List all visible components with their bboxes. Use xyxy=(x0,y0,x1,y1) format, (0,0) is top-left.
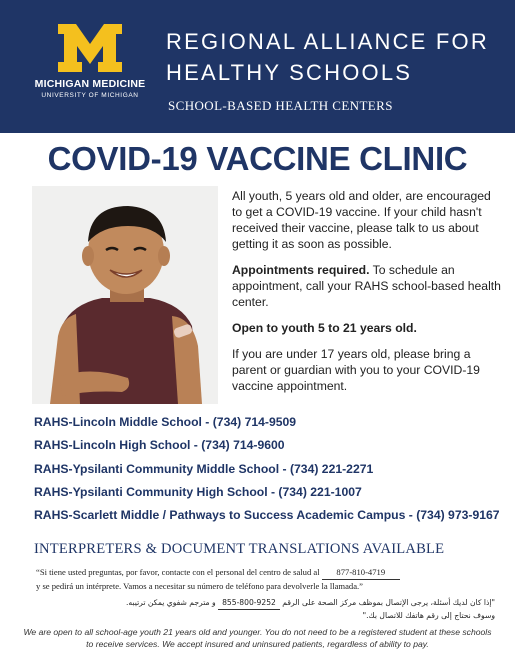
spanish-line-1: “Si tiene usted preguntas, por favor, contacte con el personal del centro de salud al xyxy=(36,567,320,577)
age-eligibility: Open to youth 5 to 21 years old. xyxy=(232,321,417,335)
interpreters-heading: INTERPRETERS & DOCUMENT TRANSLATIONS AVAILABLE xyxy=(34,541,445,557)
organization-subtitle: SCHOOL-BASED HEALTH CENTERS xyxy=(168,98,393,113)
michigan-medicine-logo xyxy=(30,22,150,112)
school-scarlett-pathways: RAHS-Scarlett Middle / Pathways to Success Academic Campus - (734) 973-9167 xyxy=(34,508,500,523)
intro-paragraph-4: If you are under 17 years old, please bring a parent or guardian with you to your COVID-19 vaccine appointment. xyxy=(232,347,480,393)
school-list xyxy=(34,414,504,530)
school-lincoln-high: RAHS-Lincoln High School - (734) 714-9600 xyxy=(34,438,285,453)
intro-text xyxy=(232,188,502,404)
footer-notice: We are open to all school-age youth 21 years old and younger. You do not need to be a registered student at these schools to receive services. We accept insured and uninsured patients, regardless of ability to pay. xyxy=(23,627,492,649)
header-banner xyxy=(0,0,515,133)
school-lincoln-middle: RAHS-Lincoln Middle School - (734) 714-9509 xyxy=(34,415,297,429)
school-ypsilanti-middle: RAHS-Ypsilanti Community Middle School - (734) 221-2271 xyxy=(34,461,374,476)
arabic-line-1a: "إذا كان لديك أسئلة، يرجى الإتصال بموظف مركز الصحة على الرقم xyxy=(282,598,495,607)
intro-paragraph-2 xyxy=(232,262,502,310)
logo-subname: UNIVERSITY OF MICHIGAN xyxy=(41,92,139,99)
intro-paragraph-1: All youth, 5 years old and older, are encouraged to get a COVID-19 vaccine. If your child hasn't received their vaccine, please talk to us about getting it as soon as possible. xyxy=(232,189,491,251)
spanish-line-2: y se pedirá un intérprete. Vamos a necesitar su número de teléfono para devolverle la llamada.” xyxy=(36,580,363,591)
organization-title xyxy=(166,26,489,88)
organization-title-line1: REGIONAL ALLIANCE FOR xyxy=(166,29,489,54)
spanish-phone: 877-810-4719 xyxy=(322,566,400,580)
arabic-line-1b: و مترجم شفوي يمكن ترتيبه. xyxy=(126,598,216,607)
arabic-line-2: وسوف نحتاج إلى رقم هاتفك للاتصال بك." xyxy=(362,611,495,620)
arabic-phone: 855-800-9252 xyxy=(218,597,280,610)
appointments-instructions: To schedule an appointment, call your RAHS school-based health center. xyxy=(232,263,501,309)
page-title: COVID-19 VACCINE CLINIC xyxy=(47,140,468,177)
arabic-notice xyxy=(35,597,495,622)
block-m-icon xyxy=(56,22,124,74)
school-ypsilanti-high: RAHS-Ypsilanti Community High School - (734) 221-1007 xyxy=(34,484,362,499)
logo-name: MICHIGAN MEDICINE xyxy=(34,78,146,90)
intro-paragraph-3 xyxy=(232,320,502,336)
appointments-required-label: Appointments required. xyxy=(232,263,370,277)
organization-title-line2: HEALTHY SCHOOLS xyxy=(166,60,413,85)
child-photo xyxy=(32,186,218,404)
child-with-bandage-photo-icon xyxy=(32,186,218,404)
spanish-notice xyxy=(36,566,476,592)
